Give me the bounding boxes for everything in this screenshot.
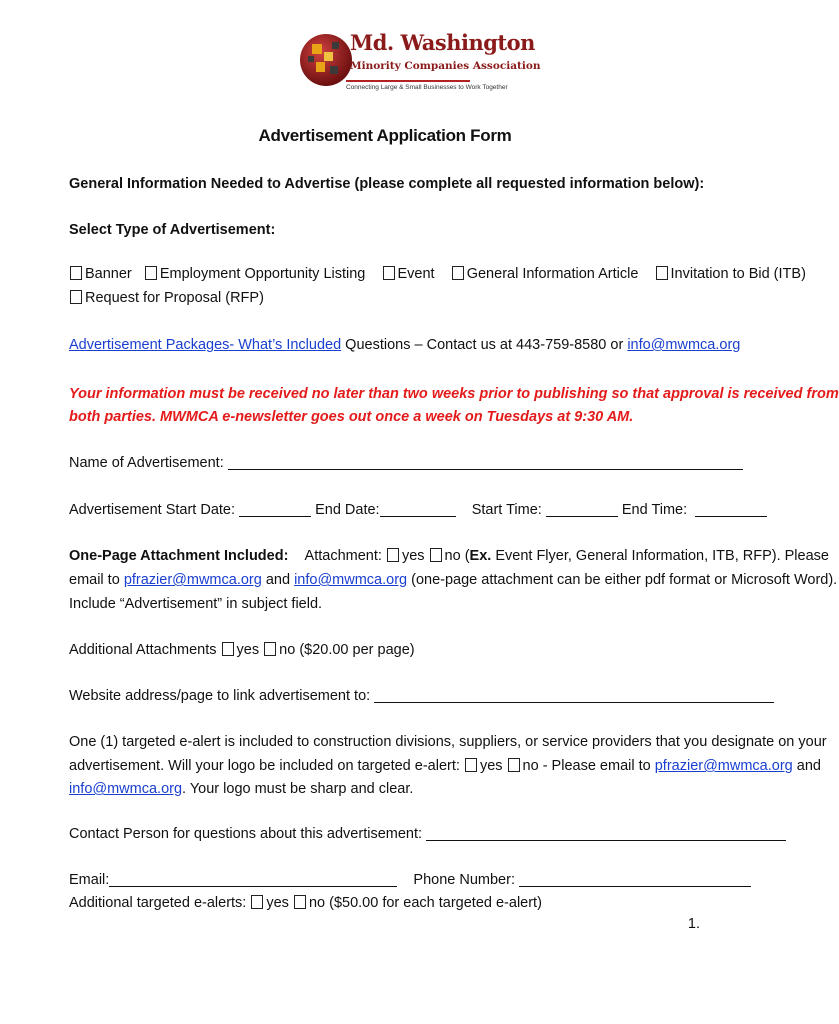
additional-ealerts-row: Additional targeted e-alerts: yes no ($50.00 for each targeted e-alert) [69,895,542,911]
org-name-line1: Md. Washington [350,30,535,55]
pfrazier-email-link[interactable]: pfrazier@mwmca.org [123,572,262,588]
checkbox-icon[interactable] [656,266,668,280]
phone-label: Phone Number: [413,872,515,888]
end-date-input[interactable] [380,502,456,517]
logo-yes-checkbox[interactable] [465,758,477,772]
ad-type-options-row1 [69,266,806,282]
additional-ealerts-no-checkbox[interactable] [294,895,306,909]
attachment-heading: One-Page Attachment Included: [69,548,289,564]
additional-ealerts-label: Additional targeted e-alerts: [69,895,247,911]
ealert-text-1: One (1) targeted e-alert is included to construction divisions, suppliers, or service providers that you designate on your [69,734,827,750]
option-general-info-article[interactable]: General Information Article [451,266,639,282]
checkbox-icon[interactable] [70,290,82,304]
logo-tagline: Connecting Large & Small Businesses to Work Together [346,84,508,91]
packages-line [69,337,740,353]
ad-type-options-row2 [69,290,264,306]
email-input[interactable] [109,872,397,887]
email-phone-row [69,872,751,888]
name-field-row [69,455,743,471]
attachment-row: One-Page Attachment Included: Attachment: yes no (Ex. Event Flyer, General Information, ITB, RFP). Please [69,548,829,564]
ealert-row-3: info@mwmca.org. Your logo must be sharp and clear. [69,781,414,797]
email-label: Email: [69,872,110,888]
checkbox-icon[interactable] [452,266,464,280]
start-time-label: Start Time: [471,502,542,518]
attachment-subject: Include “Advertisement” in subject field. [69,596,323,612]
logo-no-checkbox[interactable] [508,758,520,772]
additional-attachments-yes-checkbox[interactable] [222,642,234,656]
end-time-label: End Time: [621,502,688,518]
additional-ealerts-yes-checkbox[interactable] [251,895,263,909]
packages-link[interactable]: Advertisement Packages- What’s Included [69,337,342,353]
pfrazier-email-link-2[interactable]: pfrazier@mwmca.org [654,758,793,774]
deadline-notice-1: Your information must be received no later than two weeks prior to publishing so that approval is received from [69,386,839,402]
attachment-label: Attachment: [304,548,382,564]
website-label: Website address/page to link advertisement to: [69,688,371,704]
start-date-label: Advertisement Start Date: [69,502,236,518]
contact-person-label: Contact Person for questions about this advertisement: [69,826,423,842]
checkbox-icon[interactable] [145,266,157,280]
info-email-link-2[interactable]: info@mwmca.org [69,781,183,797]
select-type-heading: Select Type of Advertisement: [69,222,276,238]
name-label: Name of Advertisement: [69,455,224,471]
checkbox-icon[interactable] [70,266,82,280]
attachment-yes-checkbox[interactable] [387,548,399,562]
deadline-notice-2: both parties. MWMCA e-newsletter goes out once a week on Tuesdays at 9:30 AM. [69,409,634,425]
attachment-email-row: email to pfrazier@mwmca.org and info@mwmca.org (one-page attachment can be either pdf format or Microsoft Word). [69,572,838,588]
option-employment[interactable]: Employment Opportunity Listing [144,266,366,282]
logo-divider [346,80,470,82]
phone-input[interactable] [519,872,751,887]
org-name-line2: Minority Companies Association [350,60,541,72]
page-number: 1. [687,916,700,932]
option-rfp[interactable]: Request for Proposal (RFP) [69,290,264,306]
website-row [69,688,774,704]
website-input[interactable] [374,688,774,703]
contact-person-input[interactable] [426,826,786,841]
additional-attachments-no-checkbox[interactable] [264,642,276,656]
form-title: Advertisement Application Form [258,126,512,145]
start-time-input[interactable] [546,502,618,517]
additional-attachments-label: Additional Attachments [69,642,217,658]
end-time-input[interactable] [695,502,767,517]
contact-email-link[interactable]: info@mwmca.org [627,337,741,353]
option-event[interactable]: Event [382,266,435,282]
option-itb[interactable]: Invitation to Bid (ITB) [655,266,806,282]
end-date-label: End Date: [315,502,380,518]
option-banner[interactable]: Banner [69,266,132,282]
dates-row [69,502,767,518]
general-info-heading: General Information Needed to Advertise (please complete all requested information below): [69,176,705,192]
questions-text: Questions – Contact us at 443-759-8580 or [341,337,628,353]
contact-person-row [69,826,786,842]
attachment-no-checkbox[interactable] [430,548,442,562]
info-email-link[interactable]: info@mwmca.org [294,572,408,588]
start-date-input[interactable] [239,502,311,517]
additional-attachments-row: Additional Attachments yes no ($20.00 per page) [69,642,415,658]
name-input[interactable] [228,455,743,470]
mwmca-logo [298,22,541,102]
ealert-row: advertisement. Will your logo be included on targeted e-alert: yes no - Please email to pfrazier@mwmca.org and [69,758,821,774]
checkbox-icon[interactable] [383,266,395,280]
